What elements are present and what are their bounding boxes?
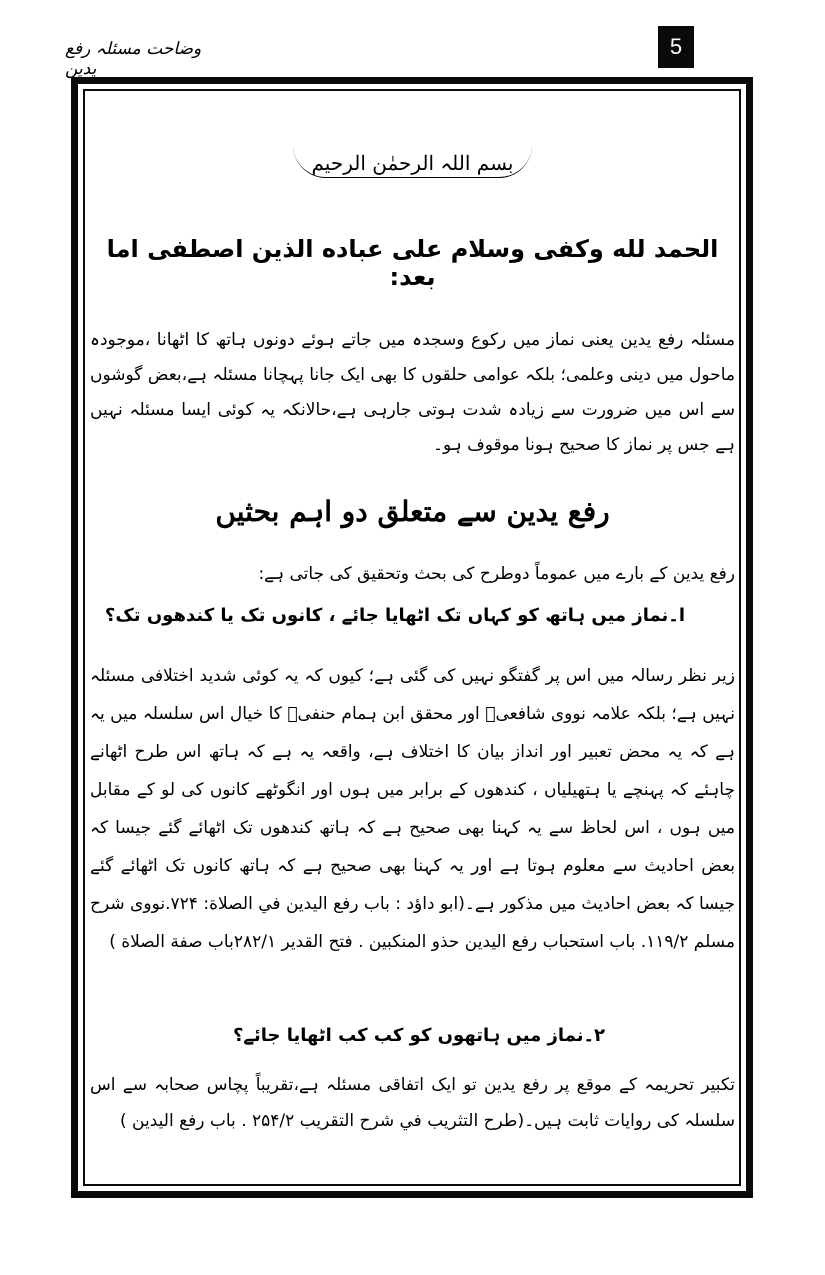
question-one-answer: زیر نظر رسالہ میں اس پر گفتگو نہیں کی گئی ہے؛ کیوں کہ یہ کوئی شدید اختلافی مسئلہ نہیں ہے؛ بلکہ علامہ نووی شافعیؒ اور محقق ابن ہمام حنفیؒ کا خیال اس سلسلہ میں یہ ہے کہ یہ محض تعبیر اور انداز بیان کا اختلاف ہے، واقعہ یہ ہے کہ ہاتھ اس طرح اٹھانے چاہئے کہ پہنچے یا ہتھیلیاں ، کندھوں کے برابر میں ہوں اور انگوٹھے کانوں کی لو کے مقابل میں ہوں ، اس لحاظ سے یہ کہنا بھی صحیح ہے کہ ہاتھ کندھوں تک اٹھائے گئے جیسا کہ بعض احادیث سے معلوم ہوتا ہے اور یہ کہنا بھی صحیح ہے کہ ہاتھ کانوں تک اٹھائے گئے جیسا کہ بعض احادیث میں مذکور ہے۔(ابو داؤد : باب رفع اليدين في الصلاة: ۷۲۴.نووی شرح مسلم ۱۱۹/۲. باب استحباب رفع اليدين حذو المنكبين . فتح القدير ۲۸۲/۱باب صفة الصلاة ): [90, 666, 735, 952]
section-heading: رفع یدین سے متعلق دو اہم بحثیں: [215, 495, 610, 528]
question-one: ا۔نماز میں ہاتھ کو کہاں تک اٹھایا جائے ، کانوں تک یا کندھوں تک؟: [104, 605, 685, 626]
discussion-intro: رفع یدین کے بارے میں عموماً دوطرح کی بحث وتحقیق کی جاتی ہے:: [258, 564, 735, 584]
intro-paragraph: مسئلہ رفع یدین یعنی نماز میں رکوع وسجدہ میں جاتے ہوئے دونوں ہاتھ کا اٹھانا ،موجودہ ماحول میں دینی وعلمی؛ بلکہ عوامی حلقوں کا بھی ایک جانا پہچانا مسئلہ ہے،بعض گوشوں سے اس میں ضرورت سے زیادہ شدت ہوتی جارہی ہے،حالانکہ یہ کوئی ایسا مسئلہ نہیں ہے جس پر نماز کا صحیح ہونا موقوف ہو۔: [90, 330, 735, 455]
bismillah-text: بسم اللہ الرحمٰن الرحیم: [293, 145, 531, 178]
running-header-title: وضاحت مسئلہ رفع یدین: [65, 39, 202, 79]
page-content: [90, 95, 735, 1180]
question-two: ۲۔نماز میں ہاتھوں کو کب کب اٹھایا جائے؟: [232, 1025, 605, 1046]
opening-line: الحمد لله وكفى وسلام على عباده الذين اصطفى اما بعد:: [106, 235, 719, 291]
question-two-answer: تکبیر تحریمہ کے موقع پر رفع یدین تو ایک اتفاقی مسئلہ ہے،تقریباً پچاس صحابہ سے اس سلسلہ کی روایات ثابت ہیں۔(طرح التثريب في شرح التقريب ۲۵۴/۲ . باب رفع اليدين ): [90, 1075, 735, 1131]
bismillah-calligraphy: [90, 145, 735, 178]
page-number: 5: [658, 26, 694, 68]
